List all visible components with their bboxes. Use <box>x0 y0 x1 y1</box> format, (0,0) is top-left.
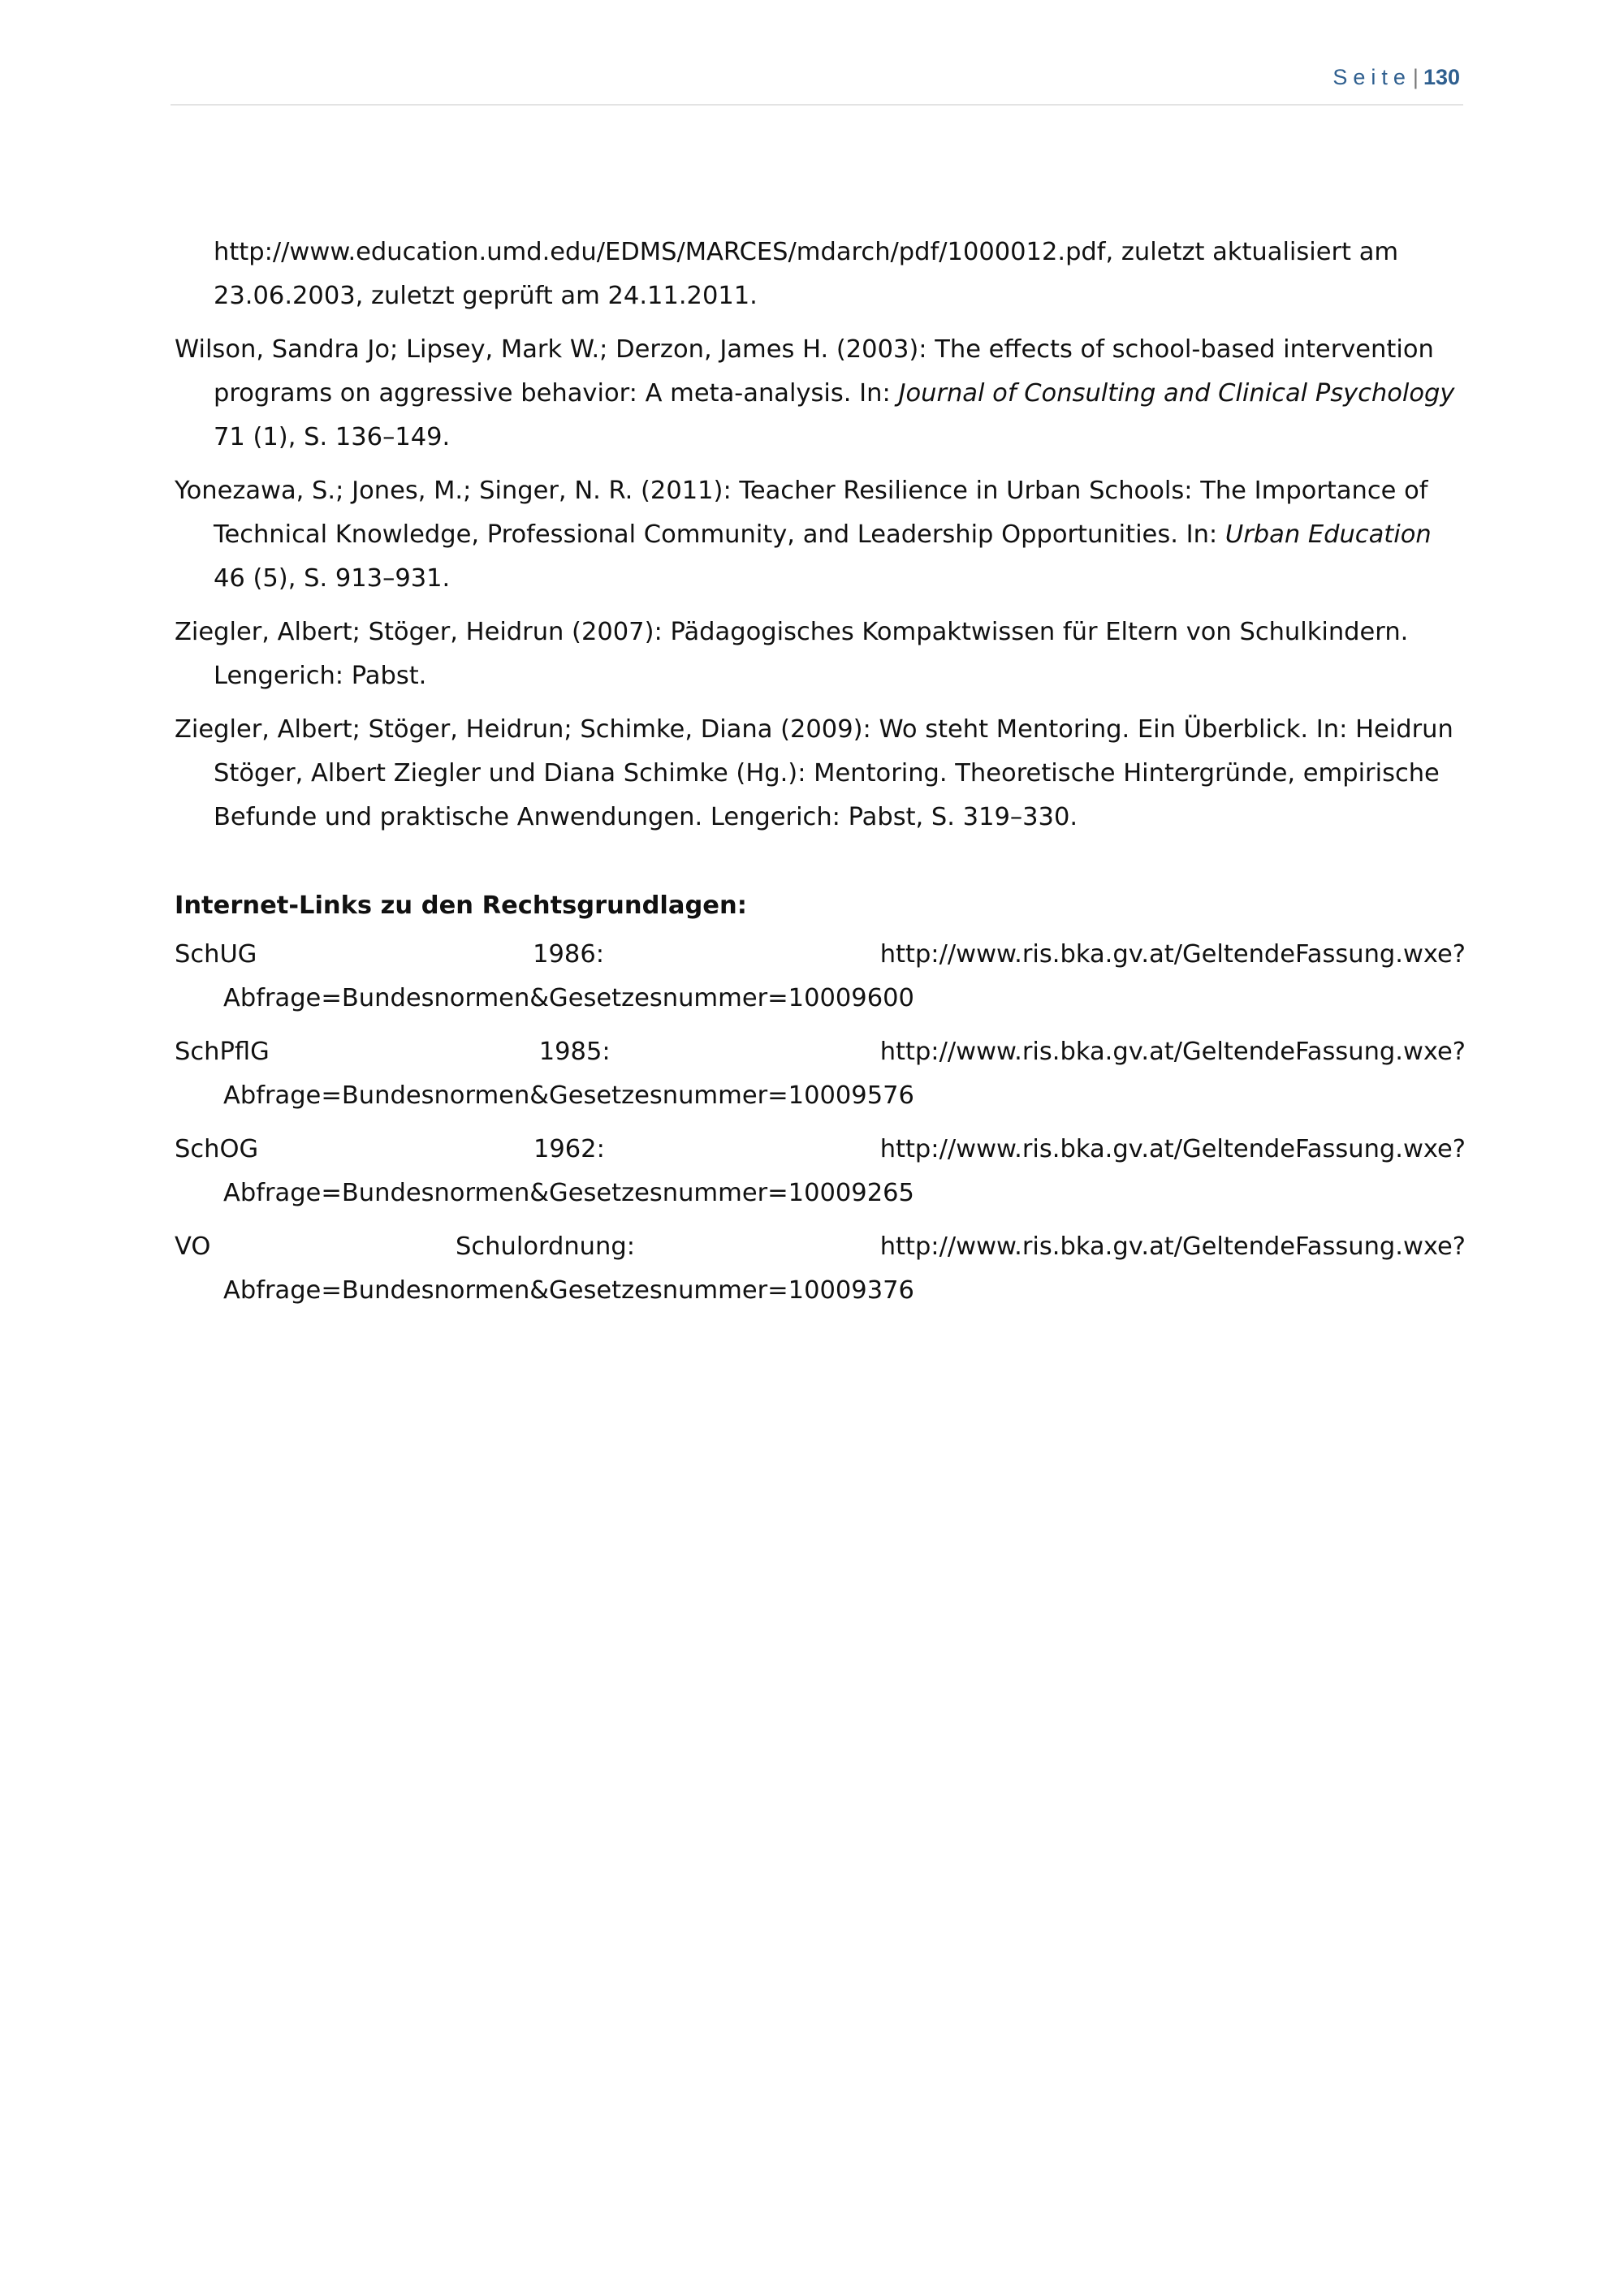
reference-text: Yonezawa, S.; Jones, M.; Singer, N. R. (2011): Teacher Resilience in Urban Schools: The Importance of Technical Knowledge, Professional Community, and Leadership Opportunities. In: <box>175 477 1428 549</box>
journal-title: Journal of Consulting and Clinical Psychology <box>898 379 1455 408</box>
reference-continuation: http://www.education.umd.edu/EDMS/MARCES/mdarch/pdf/1000012.pdf, zuletzt aktualisiert am 23.06.2003, zuletzt geprüft am 24.11.2011. <box>214 238 1399 310</box>
law-url-link[interactable]: http://www.ris.bka.gv.at/GeltendeFassung.wxe?Abfrage=Bundesnormen&Gesetzesnummer=10009600 <box>223 940 1466 1012</box>
reference-text: Wilson, Sandra Jo; Lipsey, Mark W.; Derzon, James H. (2003): The effects of school-based intervention programs on aggressive behavior: A meta-analysis. In: <box>175 335 1434 408</box>
reference-text: 46 (5), S. 913–931. <box>214 564 451 593</box>
law-label: SchOG 1962: <box>175 1135 605 1163</box>
legal-link-entry <box>175 1030 1466 1118</box>
law-url-link[interactable]: http://www.ris.bka.gv.at/GeltendeFassung.wxe?Abfrage=Bundesnormen&Gesetzesnummer=10009265 <box>223 1135 1466 1207</box>
legal-link-entry <box>175 1225 1466 1313</box>
journal-title: Urban Education <box>1224 520 1432 549</box>
law-label: SchPflG 1985: <box>175 1038 611 1066</box>
legal-links-list <box>175 933 1466 1313</box>
page-indicator <box>1332 65 1460 90</box>
law-label: VO Schulordnung: <box>175 1232 635 1261</box>
page-separator: | <box>1412 65 1419 89</box>
seite-label: Seite <box>1332 65 1411 89</box>
reference-ziegler-2009: Ziegler, Albert; Stöger, Heidrun; Schimke, Diana (2009): Wo steht Mentoring. Ein Überblick. In: Heidrun Stöger, Albert Ziegler und Diana Schimke (Hg.): Mentoring. Theoretische Hintergründe, empirische Befunde und praktische Anwendungen. Lengerich: Pabst, S. 319–330. <box>175 715 1453 831</box>
page-number: 130 <box>1423 65 1460 89</box>
reference-yonezawa-2011 <box>175 469 1466 601</box>
section-heading: Internet-Links zu den Rechtsgrundlagen: <box>175 891 747 920</box>
document-body <box>175 231 1466 1323</box>
legal-link-entry <box>175 1128 1466 1215</box>
law-url-link[interactable]: http://www.ris.bka.gv.at/GeltendeFassung.wxe?Abfrage=Bundesnormen&Gesetzesnummer=10009576 <box>223 1038 1466 1110</box>
law-url-link[interactable]: http://www.ris.bka.gv.at/GeltendeFassung.wxe?Abfrage=Bundesnormen&Gesetzesnummer=10009376 <box>223 1232 1466 1305</box>
reference-list <box>175 231 1466 839</box>
law-label: SchUG 1986: <box>175 940 605 969</box>
reference-text: 71 (1), S. 136–149. <box>214 423 451 451</box>
reference-wilson-2003 <box>175 328 1466 460</box>
page-header <box>171 58 1463 106</box>
legal-link-entry <box>175 933 1466 1021</box>
reference-ziegler-2007: Ziegler, Albert; Stöger, Heidrun (2007): Pädagogisches Kompaktwissen für Eltern von Schulkindern. Lengerich: Pabst. <box>175 618 1409 690</box>
